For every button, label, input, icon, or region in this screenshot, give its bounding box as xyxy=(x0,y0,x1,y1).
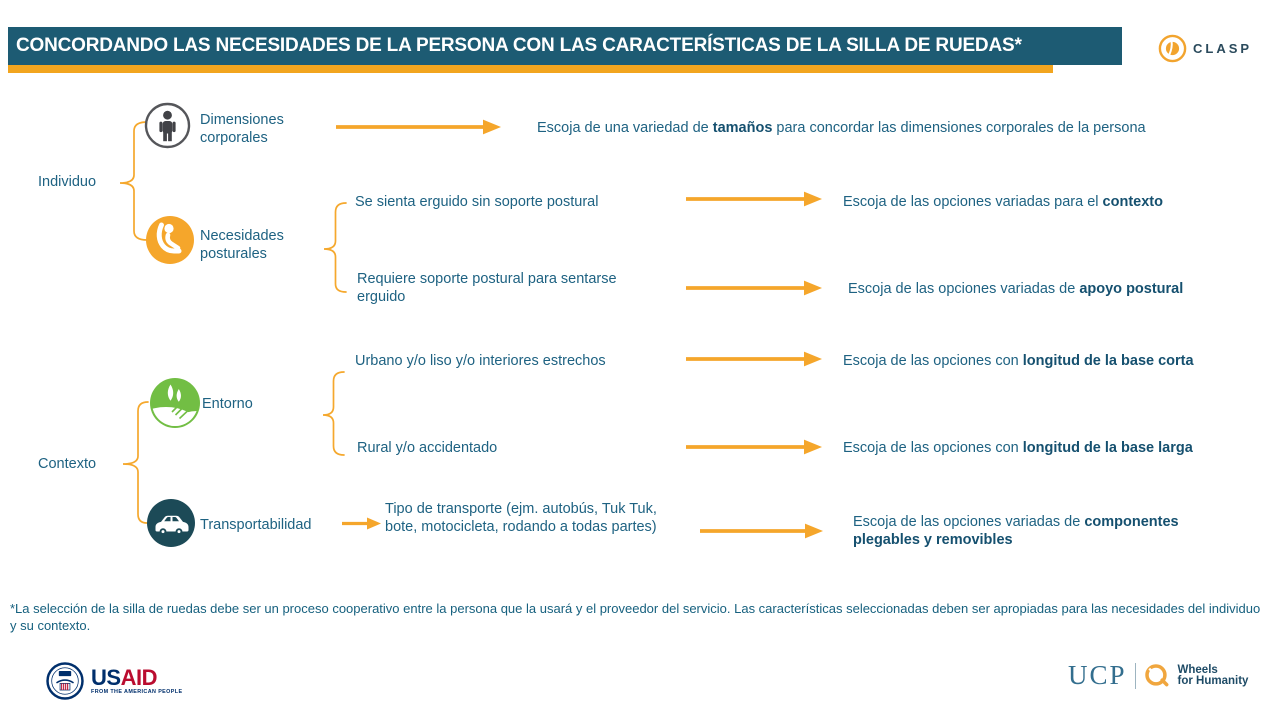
header-bar xyxy=(8,27,1122,65)
person-icon xyxy=(144,102,191,149)
node-label-necesidades: Necesidades posturales xyxy=(200,228,284,262)
arrow-row1 xyxy=(336,120,501,135)
node-label-transportabilidad: Transportabilidad xyxy=(200,517,312,533)
arrow-row6 xyxy=(700,524,823,539)
brace-entorno xyxy=(323,372,344,455)
outcome-base-larga: Escoja de las opciones con longitud de la base larga xyxy=(843,440,1193,456)
node-label-dimensiones: Dimensiones corporales xyxy=(200,112,284,146)
outcome-contexto: Escoja de las opciones variadas para el contexto xyxy=(843,194,1163,210)
node-label-entorno: Entorno xyxy=(202,396,253,412)
branch-tipo-transporte: Tipo de transporte (ejm. autobús, Tuk Tuk, bote, motocicleta, rodando a todas partes) xyxy=(385,501,657,535)
logo-divider xyxy=(1135,663,1136,689)
usaid-text xyxy=(91,664,183,695)
arrow-transport-short xyxy=(342,518,381,530)
nature-icon xyxy=(150,378,200,428)
usaid-logo xyxy=(46,662,182,700)
brace-individuo xyxy=(120,122,147,240)
ucp-wheels-logo xyxy=(1068,662,1248,689)
usaid-seal-icon xyxy=(46,662,84,700)
branch-urbano: Urbano y/o liso y/o interiores estrechos xyxy=(355,353,606,369)
branch-sienta-erguido: Se sienta erguido sin soporte postural xyxy=(355,194,599,210)
clasp-wordmark: CLASP xyxy=(1193,41,1253,56)
ucp-wheel-icon xyxy=(1144,663,1170,689)
arrow-row5 xyxy=(686,440,822,455)
usaid-tagline: FROM THE AMERICAN PEOPLE xyxy=(91,688,183,695)
car-icon xyxy=(147,499,195,547)
branch-rural: Rural y/o accidentado xyxy=(357,440,498,456)
group-label-contexto: Contexto xyxy=(38,456,97,472)
group-label-individuo: Individuo xyxy=(38,174,97,190)
arrow-row4 xyxy=(686,352,822,367)
brace-contexto xyxy=(123,402,148,523)
seated-person-icon xyxy=(146,216,194,264)
ucp-wordmark: UCP xyxy=(1068,660,1127,690)
outcome-base-corta: Escoja de las opciones con longitud de la base corta xyxy=(843,353,1194,369)
outcome-componentes: Escoja de las opciones variadas de componentes plegables y removibles xyxy=(853,514,1179,548)
arrow-row3 xyxy=(686,281,822,296)
wheels-for-humanity-text: Wheels for Humanity xyxy=(1177,663,1249,687)
footnote: *La selección de la silla de ruedas debe ser un proceso cooperativo entre la persona que la usará y el proveedor del servicio. Las características seleccionadas deben ser apropiadas para las necesidades del individuo y su contexto. xyxy=(10,601,1261,633)
header-accent-strip xyxy=(8,65,1053,73)
usaid-wordmark: USAID xyxy=(91,664,157,690)
page-title: CONCORDANDO LAS NECESIDADES DE LA PERSONA CON LAS CARACTERÍSTICAS DE LA SILLA DE RUEDAS* xyxy=(16,35,1022,56)
outcome-tamanos: Escoja de una variedad de tamaños para concordar las dimensiones corporales de la persona xyxy=(537,120,1146,136)
arrow-row2 xyxy=(686,192,822,207)
clasp-logo xyxy=(1158,34,1252,63)
clasp-logo-icon xyxy=(1158,34,1187,63)
brace-necesidades xyxy=(324,203,346,292)
outcome-apoyo-postural: Escoja de las opciones variadas de apoyo postural xyxy=(848,281,1184,297)
branch-requiere-soporte: Requiere soporte postural para sentarse erguido xyxy=(357,271,617,305)
